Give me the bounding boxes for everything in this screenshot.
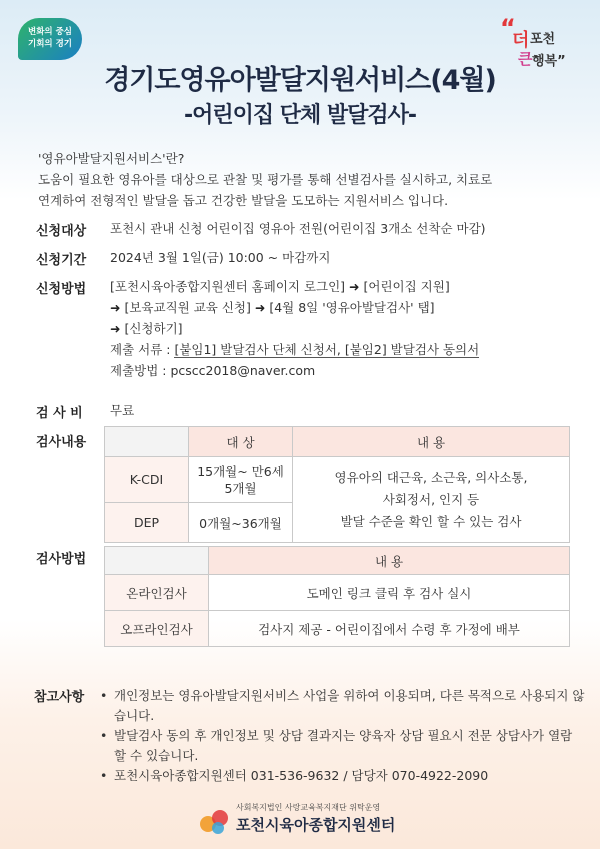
- method-step4: [4월 8일 '영유아발달검사' 탭]: [269, 300, 435, 315]
- content-label: 검사내용: [36, 435, 87, 450]
- list-item: • 개인정보는 영유아발달지원서비스 사업을 위하여 이용되며, 다른 목적으로 사용되지 않습니다.: [98, 686, 586, 726]
- docs-label: 제출 서류 :: [110, 342, 175, 357]
- table-corner-cell: [105, 427, 189, 457]
- table-row: [105, 611, 570, 647]
- arrow-icon: ➜: [110, 321, 121, 336]
- apply-period-text: 2024년 3월 1일(금) 10:00 ~ 마감까지: [110, 250, 331, 265]
- footer-center-name: 포천시육아종합지원센터: [236, 816, 396, 834]
- notes-label: 참고사항: [34, 690, 85, 705]
- apply-method-label: 신청방법: [36, 282, 87, 297]
- method-step2: [어린이집 지원]: [363, 279, 450, 294]
- intro-paragraph: [38, 148, 578, 211]
- arrow-icon: ➜: [349, 279, 360, 294]
- content-table: [104, 426, 570, 543]
- desc-line2: 사회정서, 인지 등: [382, 491, 480, 507]
- row-name-dep: DEP: [105, 503, 189, 543]
- method-table: [104, 546, 570, 647]
- logo-part-d: 행복”: [532, 54, 566, 69]
- method-step1: [포천시육아종합지원센터 홈페이지 로그인]: [110, 279, 346, 294]
- row-target-kcdi: 15개월~ 만6세 5개월: [189, 457, 293, 503]
- header-method-content: 내 용: [209, 547, 570, 575]
- test-method-label: 검사방법: [36, 552, 87, 567]
- logo-part-b: 포천: [530, 32, 556, 47]
- header-content: 내 용: [293, 427, 570, 457]
- header-target: 대 상: [189, 427, 293, 457]
- desc-line1: 영유아의 대근육, 소근육, 의사소통,: [334, 469, 528, 485]
- table-row: [105, 575, 570, 611]
- intro-line1: '영유아발달지원서비스'란?: [38, 151, 185, 166]
- apply-target-text: 포천시 관내 신청 어린이집 영유아 전원(어린이집 3개소 선착순 마감): [110, 221, 486, 236]
- apply-target-label: 신청대상: [36, 224, 87, 239]
- logo-part-a: 더: [512, 30, 530, 51]
- row-text-offline: 검사지 제공 - 어린이집에서 수령 후 가정에 배부: [209, 611, 570, 647]
- arrow-icon: ➜: [110, 300, 121, 315]
- list-item: • 포천시육아종합지원센터 031-536-9632 / 담당자 070-4922-2090: [98, 766, 586, 786]
- intro-line3: 연계하여 전형적인 발달을 돕고 건강한 발달을 도모하는 지원서비스 입니다.: [38, 193, 449, 208]
- logo-quote: “: [500, 14, 516, 42]
- apply-period-label: 신청기간: [36, 253, 87, 268]
- method-step3: [보육교직원 교육 신청]: [124, 300, 251, 315]
- page-subtitle: -어린이집 단체 발달검사-: [183, 103, 417, 128]
- row-name-online: 온라인검사: [105, 575, 209, 611]
- notes-list: [98, 686, 586, 786]
- center-logo-icon: [198, 804, 232, 838]
- row-name-kcdi: K-CDI: [105, 457, 189, 503]
- list-item: • 발달검사 동의 후 개인정보 및 상담 결과지는 양육자 상담 필요시 전문 상담사가 열람 할 수 있습니다.: [98, 726, 586, 766]
- badge-line1: 변화의 중심: [27, 27, 72, 37]
- row-name-offline: 오프라인검사: [105, 611, 209, 647]
- arrow-icon: ➜: [254, 300, 266, 315]
- table-row: [105, 457, 570, 503]
- method-step5: [신청하기]: [124, 321, 183, 336]
- content-description: [293, 457, 570, 543]
- footer-operator: 사회복지법인 사랑교육복지재단 위탁운영: [236, 803, 381, 812]
- docs-list: [붙임1] 발달검사 단체 신청서, [붙임2] 발달검사 동의서: [174, 342, 480, 357]
- intro-line2: 도움이 필요한 영유아를 대상으로 관찰 및 평가를 통해 선별검사를 실시하고, 치료로: [38, 172, 493, 187]
- badge-line2: 기회의 경기: [27, 39, 72, 49]
- fee-label: 검 사 비: [36, 406, 83, 421]
- page-title: 경기도영유아발달지원서비스(4월): [104, 65, 496, 96]
- gyeonggi-badge-logo: [18, 18, 82, 60]
- row-target-dep: 0개월~36개월: [189, 503, 293, 543]
- apply-method-block: [110, 276, 580, 381]
- table-corner-cell: [105, 547, 209, 575]
- submit-method: 제출방법 : pcscc2018@naver.com: [110, 363, 316, 378]
- row-text-online: 도메인 링크 클릭 후 검사 실시: [209, 575, 570, 611]
- fee-text: 무료: [110, 403, 135, 418]
- logo-part-c: 큰: [518, 50, 533, 68]
- desc-line3: 발달 수준을 확인 할 수 있는 검사: [340, 513, 522, 529]
